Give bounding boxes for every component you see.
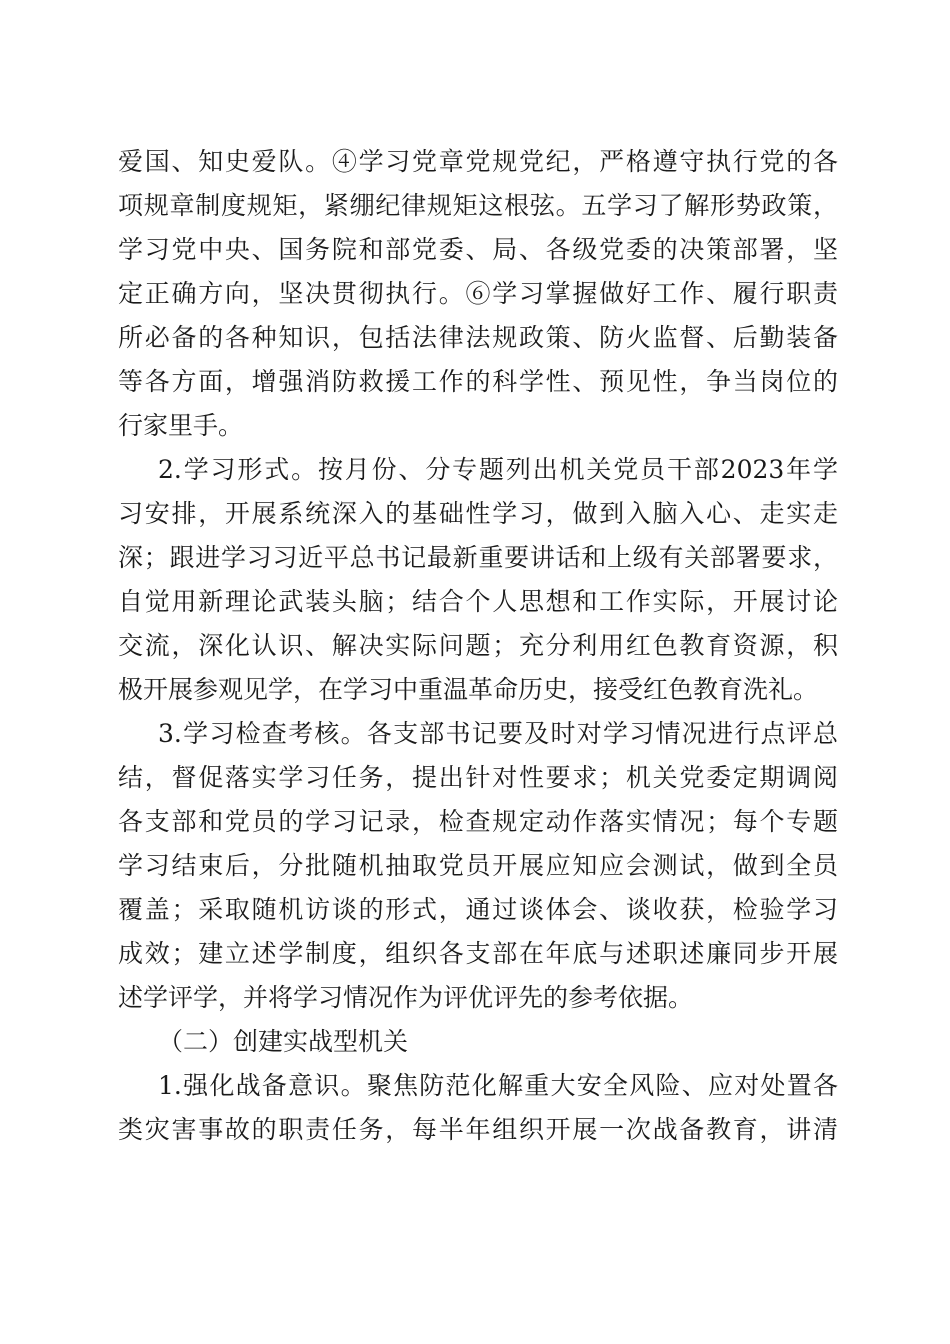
text-line: 结，督促落实学习任务，提出针对性要求；机关党委定期调阅 bbox=[118, 763, 838, 792]
paragraph-combat-readiness bbox=[118, 1064, 838, 1152]
text-line: 2.学习形式。按月份、分专题列出机关党员干部2023年学 bbox=[158, 455, 838, 484]
text-line: 极开展参观见学，在学习中重温革命历史，接受红色教育洗礼。 bbox=[118, 675, 819, 704]
text-line: 学习结束后，分批随机抽取党员开展应知应会测试，做到全员 bbox=[118, 851, 838, 880]
text-line: 覆盖；采取随机访谈的形式，通过谈体会、谈收获，检验学习 bbox=[118, 895, 838, 924]
section-heading-text: （二）创建实战型机关 bbox=[158, 1027, 409, 1056]
text-line: 1.强化战备意识。聚焦防范化解重大安全风险、应对处置各 bbox=[158, 1071, 838, 1100]
text-line: 成效；建立述学制度，组织各支部在年底与述职述廉同步开展 bbox=[118, 939, 838, 968]
paragraph-study-content bbox=[118, 140, 838, 448]
text-line: 深；跟进学习习近平总书记最新重要讲话和上级有关部署要求， bbox=[118, 543, 838, 572]
text-line: 交流，深化认识、解决实际问题；充分利用红色教育资源，积 bbox=[118, 631, 838, 660]
text-line: 爱国、知史爱队。④学习党章党规党纪，严格遵守执行党的各 bbox=[118, 147, 838, 176]
text-line: 定正确方向，坚决贯彻执行。⑥学习掌握做好工作、履行职责 bbox=[118, 279, 838, 308]
text-line: 行家里手。 bbox=[118, 411, 244, 440]
text-line: 等各方面，增强消防救援工作的科学性、预见性，争当岗位的 bbox=[118, 367, 838, 396]
text-line: 类灾害事故的职责任务，每半年组织开展一次战备教育，讲清 bbox=[118, 1115, 838, 1144]
text-line: 3.学习检查考核。各支部书记要及时对学习情况进行点评总 bbox=[158, 719, 838, 748]
text-line: 项规章制度规矩，紧绷纪律规矩这根弦。五学习了解形势政策， bbox=[118, 191, 838, 220]
text-line: 学习党中央、国务院和部党委、局、各级党委的决策部署，坚 bbox=[118, 235, 838, 264]
paragraph-study-form bbox=[118, 448, 838, 712]
text-line: 述学评学，并将学习情况作为评优评先的参考依据。 bbox=[118, 983, 694, 1012]
text-line: 各支部和党员的学习记录，检查规定动作落实情况；每个专题 bbox=[118, 807, 838, 836]
body-text bbox=[118, 140, 838, 1152]
text-line: 习安排，开展系统深入的基础性学习，做到入脑入心、走实走 bbox=[118, 499, 838, 528]
section-heading bbox=[118, 1020, 838, 1064]
paragraph-study-assessment bbox=[118, 712, 838, 1020]
text-line: 所必备的各种知识，包括法律法规政策、防火监督、后勤装备 bbox=[118, 323, 838, 352]
text-line: 自觉用新理论武装头脑；结合个人思想和工作实际，开展讨论 bbox=[118, 587, 838, 616]
